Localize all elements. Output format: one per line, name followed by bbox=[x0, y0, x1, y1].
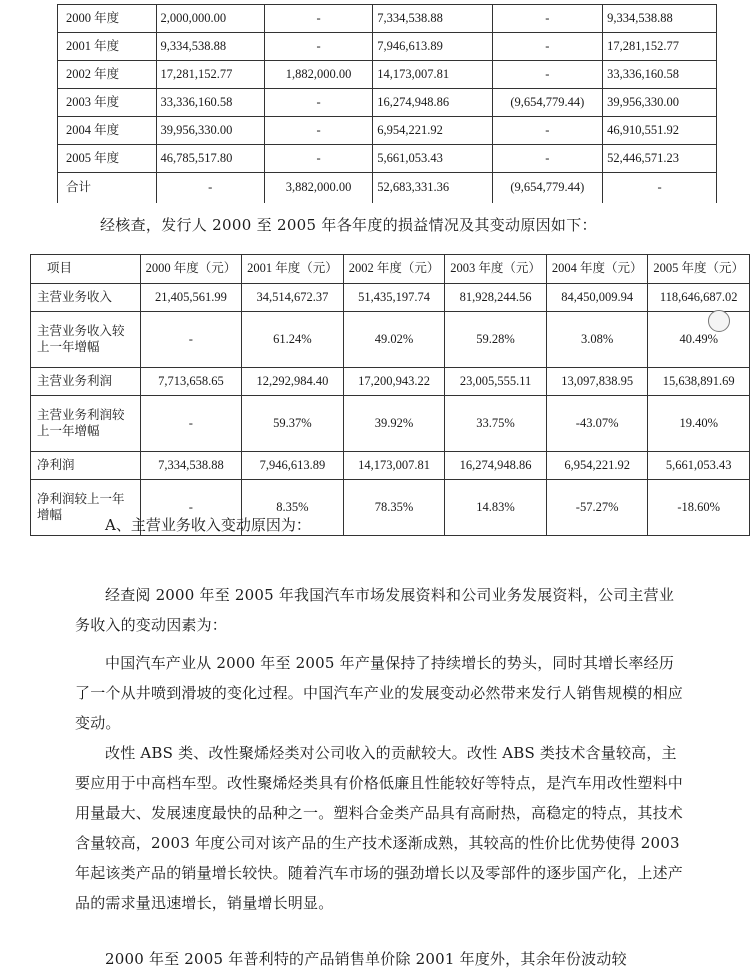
table-cell: 2002 年度 bbox=[58, 61, 157, 89]
table-cell: 39.92% bbox=[343, 396, 445, 452]
table-cell: 40.49% bbox=[648, 312, 750, 368]
table-header-cell: 2003 年度（元） bbox=[445, 255, 547, 284]
intro-sentence: 经核查，发行人 2000 至 2005 年各年度的损益情况及其变动原因如下： bbox=[100, 216, 597, 234]
table-cell: 33,336,160.58 bbox=[603, 61, 717, 89]
table-cell: 7,946,613.89 bbox=[242, 452, 344, 480]
table-cell: 2003 年度 bbox=[58, 89, 157, 117]
table-cell: - bbox=[156, 173, 264, 204]
table-cell: - bbox=[492, 61, 603, 89]
table-cell: 14,173,007.81 bbox=[343, 452, 445, 480]
table-row bbox=[31, 368, 750, 396]
table-cell: 15,638,891.69 bbox=[648, 368, 750, 396]
paragraph: 中国汽车产业从 2000 年至 2005 年产量保持了持续增长的势头，同时其增长率经历了一个从井喷到滑坡的变化过程。中国汽车产业的发展变动必然带来发行人销售规模的相应变动。 bbox=[75, 654, 684, 732]
table-cell: 78.35% bbox=[343, 480, 445, 536]
table-cell: 84,450,009.94 bbox=[546, 284, 648, 312]
table-cell: 23,005,555.11 bbox=[445, 368, 547, 396]
table-cell: -18.60% bbox=[648, 480, 750, 536]
table-cell: 7,334,538.88 bbox=[140, 452, 242, 480]
table-row bbox=[58, 61, 717, 89]
table-cell: 33,336,160.58 bbox=[156, 89, 264, 117]
paragraph: 改性 ABS 类、改性聚烯烃类对公司收入的贡献较大。改性 ABS 类技术含量较高，主要应用于中高档车型。改性聚烯烃类具有价格低廉且性能较好等特点，是汽车用改性塑料中用量最大、发展速度最快的品种之一。塑料合金类产品具有高耐热，高稳定的特点，其技术含量较高，2003 年度公司对该产品的生产技术逐渐成熟，其较高的性价比优势使得 2003 年起该类产品的销量增长较快。随着汽车市场的强劲增长以及零部件的逐步国产化，上述产品的需求量迅速增长，销量增长明显。 bbox=[75, 744, 684, 912]
table-cell: 59.37% bbox=[242, 396, 344, 452]
table-row bbox=[58, 5, 717, 33]
table-cell: 1,882,000.00 bbox=[264, 61, 372, 89]
paragraph: 经查阅 2000 年至 2005 年我国汽车市场发展资料和公司业务发展资料，公司主营业务收入的变动因素为： bbox=[75, 586, 675, 634]
table-cell: 7,713,658.65 bbox=[140, 368, 242, 396]
table-cell: 2,000,000.00 bbox=[156, 5, 264, 33]
table-cell: 2004 年度 bbox=[58, 117, 157, 145]
row-label: 主营业务利润较上一年增幅 bbox=[31, 396, 141, 452]
table-cell: - bbox=[140, 480, 242, 536]
profit-loss-table bbox=[30, 254, 750, 536]
table-cell: - bbox=[264, 89, 372, 117]
table-row bbox=[31, 284, 750, 312]
equity-change-table bbox=[57, 4, 717, 203]
table-cell: 81,928,244.56 bbox=[445, 284, 547, 312]
table-cell: 14,173,007.81 bbox=[373, 61, 492, 89]
table-cell: 7,946,613.89 bbox=[373, 33, 492, 61]
table-row bbox=[58, 117, 717, 145]
table-cell: - bbox=[264, 33, 372, 61]
table-cell: 19.40% bbox=[648, 396, 750, 452]
table-cell: 33.75% bbox=[445, 396, 547, 452]
table-cell: 52,683,331.36 bbox=[373, 173, 492, 204]
table-cell: 46,910,551.92 bbox=[603, 117, 717, 145]
table-cell: 46,785,517.80 bbox=[156, 145, 264, 173]
table-cell: 9,334,538.88 bbox=[603, 5, 717, 33]
table-cell: (9,654,779.44) bbox=[492, 89, 603, 117]
paragraph: 2000 年至 2005 年普利特的产品销售单价除 2001 年度外，其余年份波动较 bbox=[105, 950, 627, 968]
table-header-cell: 2005 年度（元） bbox=[648, 255, 750, 284]
table-cell: -57.27% bbox=[546, 480, 648, 536]
table-cell: 17,281,152.77 bbox=[156, 61, 264, 89]
table-cell: 16,274,948.86 bbox=[373, 89, 492, 117]
table-cell: 14.83% bbox=[445, 480, 547, 536]
table-cell: 61.24% bbox=[242, 312, 344, 368]
table-cell: -43.07% bbox=[546, 396, 648, 452]
table-cell: - bbox=[140, 312, 242, 368]
table-cell: 51,435,197.74 bbox=[343, 284, 445, 312]
table-cell: 3.08% bbox=[546, 312, 648, 368]
table-cell: - bbox=[603, 173, 717, 204]
section-heading: A、主营业务收入变动原因为： bbox=[105, 516, 311, 534]
table-cell: 39,956,330.00 bbox=[156, 117, 264, 145]
table-row bbox=[58, 173, 717, 204]
table-cell: 17,200,943.22 bbox=[343, 368, 445, 396]
table-row bbox=[31, 452, 750, 480]
table-cell: 5,661,053.43 bbox=[373, 145, 492, 173]
table-cell: 13,097,838.95 bbox=[546, 368, 648, 396]
row-label: 净利润 bbox=[31, 452, 141, 480]
table-cell: 9,334,538.88 bbox=[156, 33, 264, 61]
table-row bbox=[58, 33, 717, 61]
table-cell: - bbox=[492, 5, 603, 33]
table-row bbox=[58, 145, 717, 173]
table-cell: 118,646,687.02 bbox=[648, 284, 750, 312]
table-cell: 12,292,984.40 bbox=[242, 368, 344, 396]
row-label: 主营业务利润 bbox=[31, 368, 141, 396]
table-cell: 2000 年度 bbox=[58, 5, 157, 33]
row-label: 主营业务收入较上一年增幅 bbox=[31, 312, 141, 368]
table-row bbox=[31, 312, 750, 368]
row-label: 主营业务收入 bbox=[31, 284, 141, 312]
table-cell: 21,405,561.99 bbox=[140, 284, 242, 312]
table-cell: 8.35% bbox=[242, 480, 344, 536]
table-cell: - bbox=[492, 33, 603, 61]
table-cell: - bbox=[140, 396, 242, 452]
table-cell: - bbox=[492, 145, 603, 173]
page-tab-marker bbox=[708, 310, 730, 332]
table-cell: 2001 年度 bbox=[58, 33, 157, 61]
table-cell: 49.02% bbox=[343, 312, 445, 368]
table-cell: 6,954,221.92 bbox=[546, 452, 648, 480]
table-row bbox=[31, 396, 750, 452]
table-cell: 3,882,000.00 bbox=[264, 173, 372, 204]
table-header-row bbox=[31, 255, 750, 284]
table-header-cell: 2000 年度（元） bbox=[140, 255, 242, 284]
table-cell: 17,281,152.77 bbox=[603, 33, 717, 61]
table-cell: 5,661,053.43 bbox=[648, 452, 750, 480]
table-cell: 2005 年度 bbox=[58, 145, 157, 173]
table-cell: 7,334,538.88 bbox=[373, 5, 492, 33]
table-cell: - bbox=[264, 5, 372, 33]
table-row bbox=[58, 89, 717, 117]
table-cell: - bbox=[264, 117, 372, 145]
table-cell: 16,274,948.86 bbox=[445, 452, 547, 480]
table-cell: (9,654,779.44) bbox=[492, 173, 603, 204]
table-header-cell: 项目 bbox=[31, 255, 141, 284]
table-cell: 52,446,571.23 bbox=[603, 145, 717, 173]
row-label: 净利润较上一年增幅 bbox=[31, 480, 141, 536]
table-cell: - bbox=[264, 145, 372, 173]
table-cell: 34,514,672.37 bbox=[242, 284, 344, 312]
table-header-cell: 2002 年度（元） bbox=[343, 255, 445, 284]
table-cell: 59.28% bbox=[445, 312, 547, 368]
table-cell: - bbox=[492, 117, 603, 145]
table-cell: 合计 bbox=[58, 173, 157, 204]
table-header-cell: 2004 年度（元） bbox=[546, 255, 648, 284]
table-header-cell: 2001 年度（元） bbox=[242, 255, 344, 284]
table-cell: 6,954,221.92 bbox=[373, 117, 492, 145]
table-cell: 39,956,330.00 bbox=[603, 89, 717, 117]
